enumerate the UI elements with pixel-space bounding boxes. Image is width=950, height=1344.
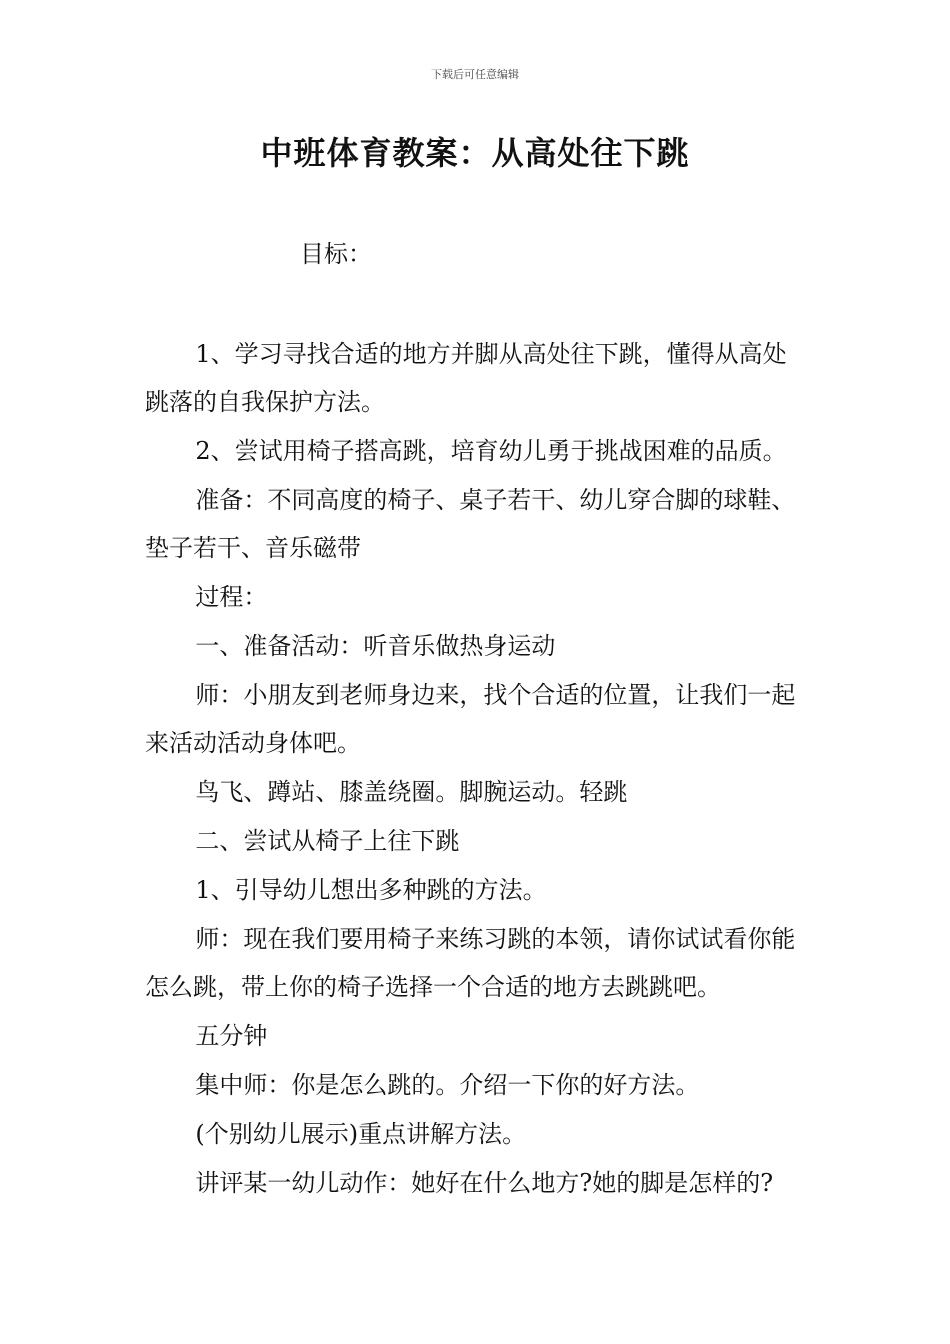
- goals-label: 目标：: [300, 240, 372, 268]
- paragraph: 1、引导幼儿想出多种跳的方法。: [195, 876, 547, 904]
- paragraph: (个别幼儿展示)重点讲解方法。: [195, 1120, 527, 1148]
- paragraph: 一、准备活动：听音乐做热身运动: [195, 632, 556, 660]
- paragraph: 二、尝试从椅子上往下跳: [195, 827, 460, 855]
- paragraph: 1、学习寻找合适的地方并脚从高处往下跳，懂得从高处跳落的自我保护方法。: [145, 340, 787, 416]
- page-header-note: 下载后可任意编辑: [431, 68, 519, 81]
- paragraph: 准备：不同高度的椅子、桌子若干、幼儿穿合脚的球鞋、垫子若干、音乐磁带: [145, 486, 796, 562]
- paragraph: 2、尝试用椅子搭高跳，培育幼儿勇于挑战困难的品质。: [195, 437, 787, 465]
- document-title: 中班体育教案：从高处往下跳: [260, 134, 690, 172]
- paragraph: 五分钟: [195, 1022, 268, 1050]
- paragraph: 讲评某一幼儿动作：她好在什么地方?她的脚是怎样的?: [195, 1169, 774, 1197]
- paragraph: 集中师：你是怎么跳的。介绍一下你的好方法。: [195, 1071, 700, 1099]
- paragraph: 鸟飞、蹲站、膝盖绕圈。脚腕运动。轻跳: [195, 778, 628, 806]
- paragraph: 师：小朋友到老师身边来，找个合适的位置，让我们一起来活动活动身体吧。: [145, 681, 796, 757]
- document-body: [145, 330, 810, 1208]
- paragraph: 过程：: [195, 583, 268, 611]
- paragraph: 师：现在我们要用椅子来练习跳的本领，请你试试看你能怎么跳，带上你的椅子选择一个合适的地方去跳跳吧。: [145, 925, 796, 1001]
